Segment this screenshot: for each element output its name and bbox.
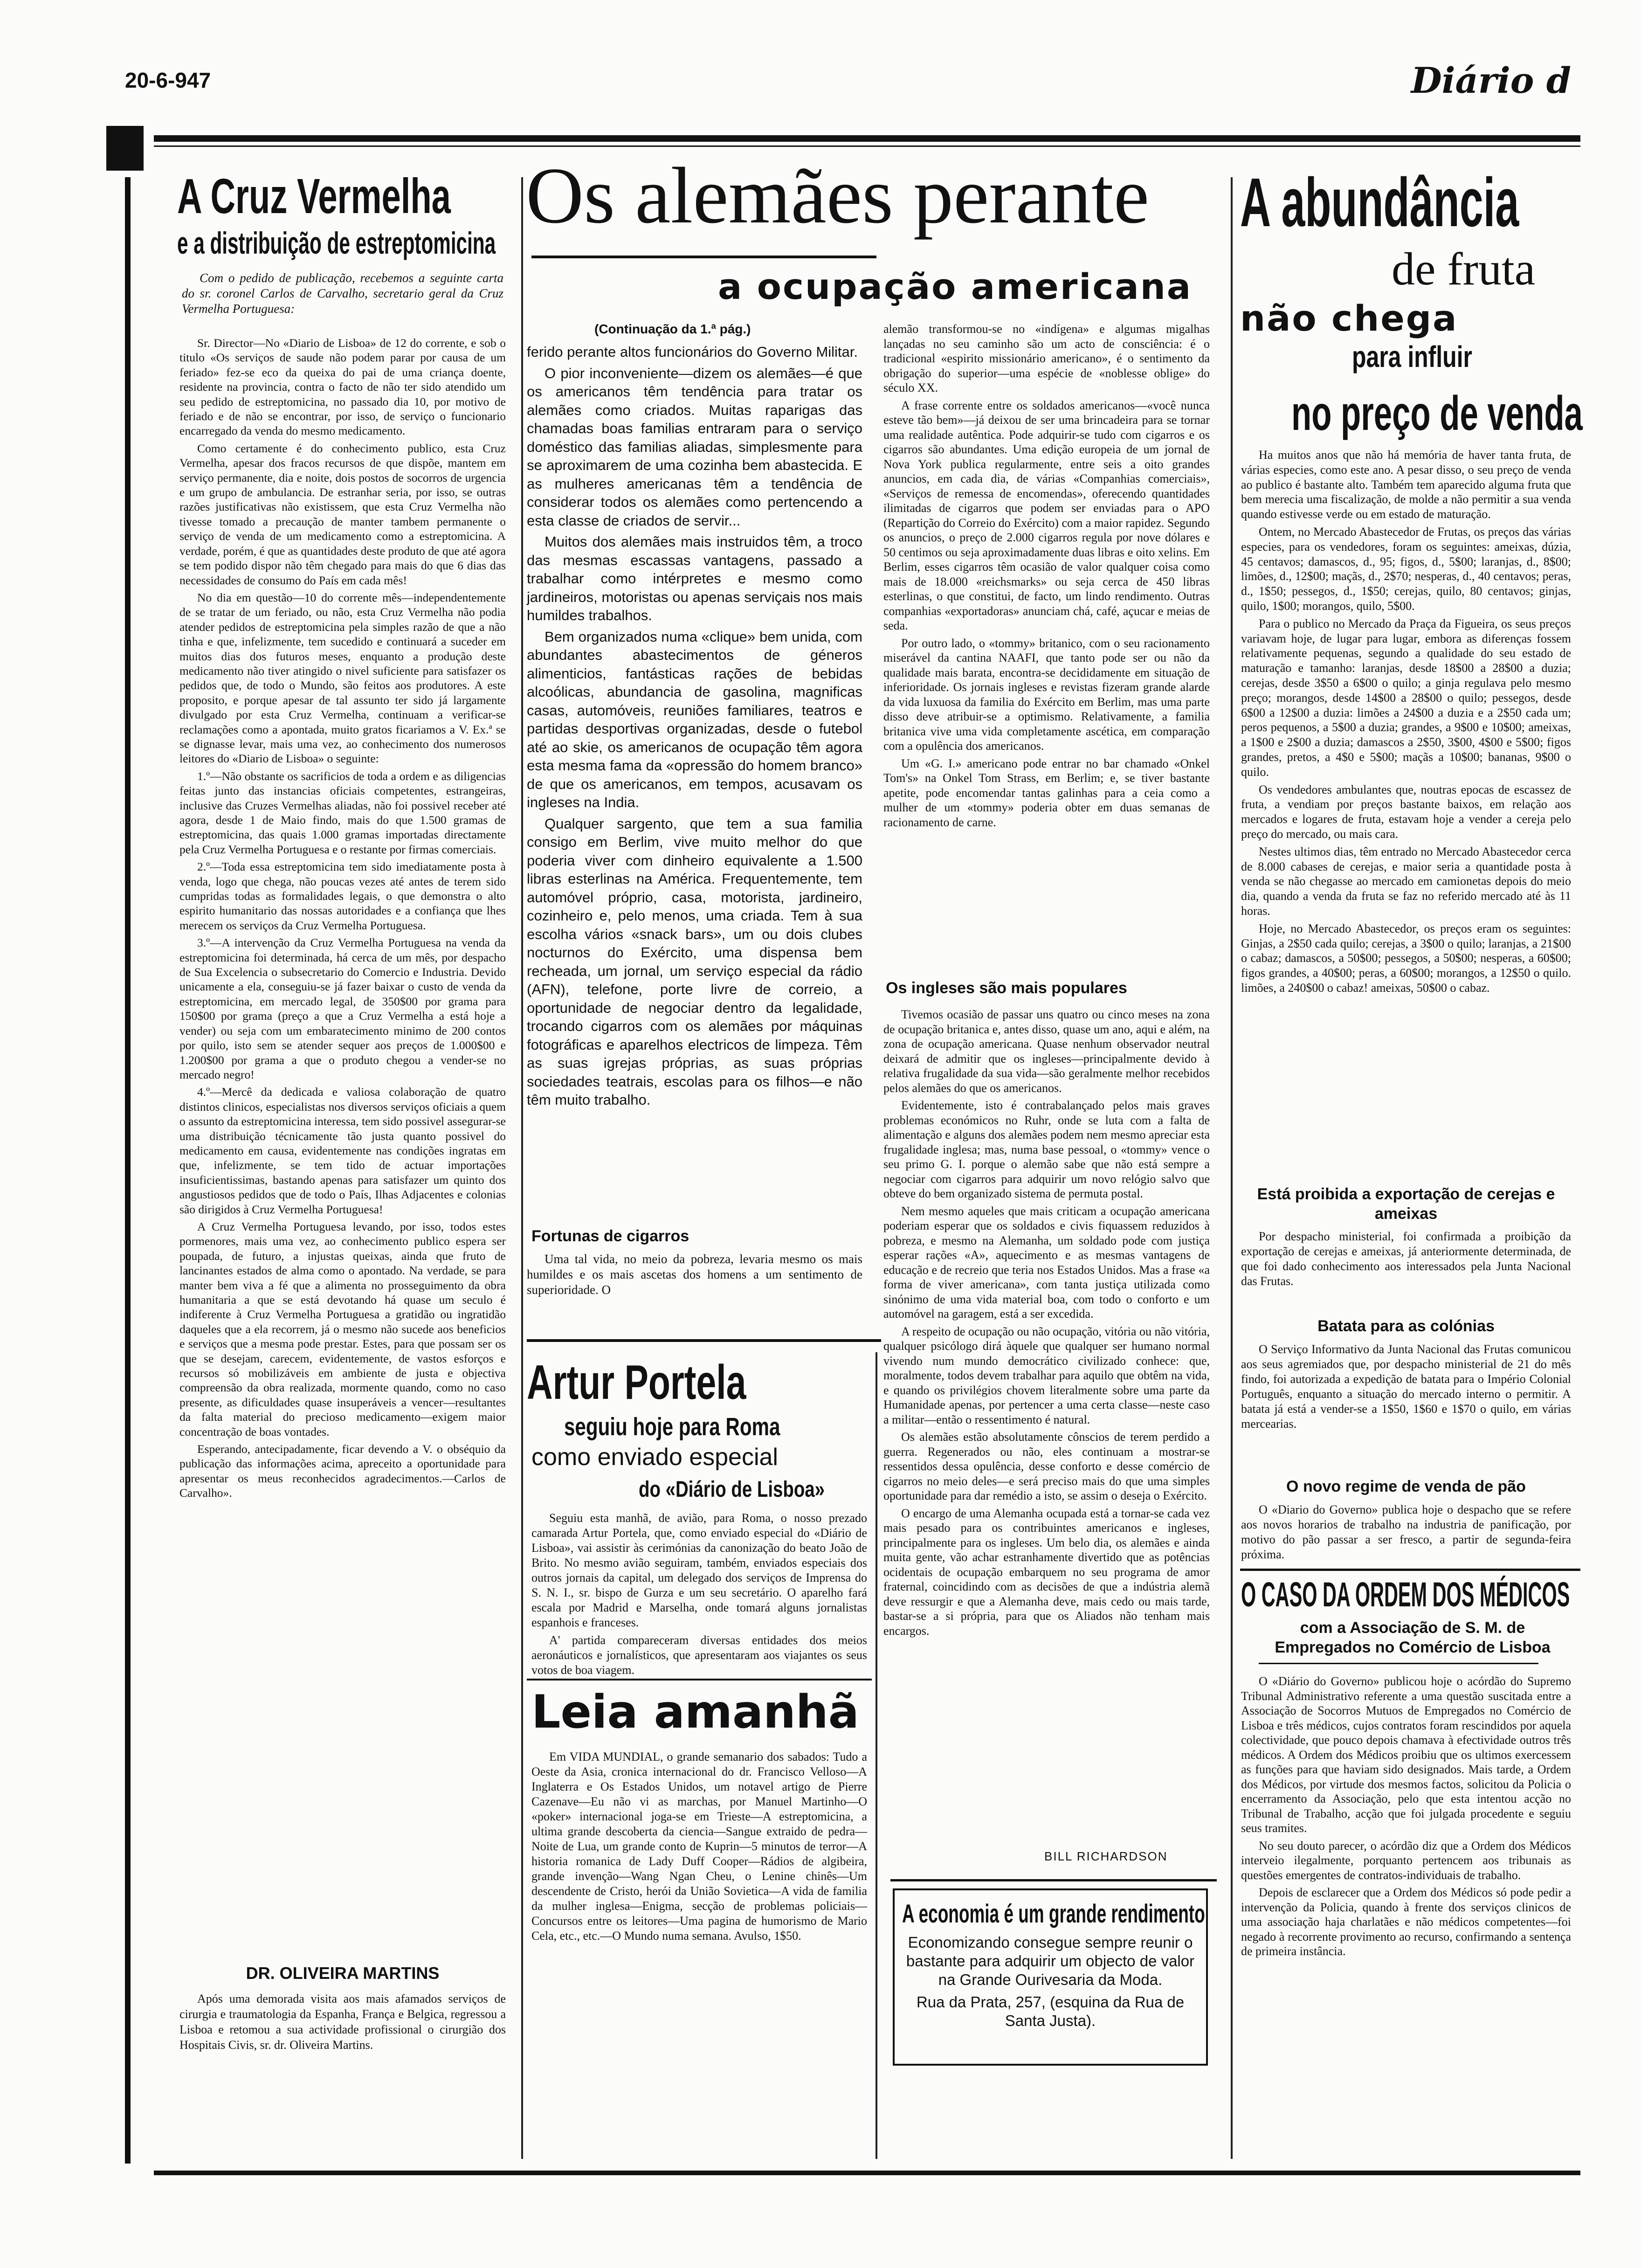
batata-text: [1241, 1342, 1571, 1434]
paragraph: Nestes ultimos dias, têm entrado no Mercado Abastecedor cerca de 8.000 cabases de cerejas, e maior seria a quantidade posta à venda se não chegasse ao mercado em camionetas depois do meio dia, quando a venda da fruta se faz no referido mercado até às 11 horas.: [1241, 844, 1571, 918]
paragraph: ferido perante altos funcionários do Governo Militar.: [527, 344, 858, 360]
right-title-4: para influir: [1352, 340, 1472, 373]
paragraph: Muitos dos alemães mais instruidos têm, a troco das mesmas escassas vantagens, passado a trabalhar como intérpretes e mesmo como jardineiros, motoristas ou apenas serviçais nos mais humildes trabalhos.: [527, 533, 862, 623]
batata-heading: Batata para as colónias: [1317, 1317, 1495, 1335]
paragraph: Ha muitos anos que não há memória de haver tanta fruta, de várias especies, como este ano. A pesar disso, o seu preço de venda ao publico é bastante alto. Também tem aparecido alguma fruta que bem merecia uma fiscalização, de molde a não permitir a sua venda quando estivesse verde ou em estado de maturação.: [1241, 448, 1571, 521]
left-title: A Cruz Vermelha: [177, 169, 451, 224]
column-rule: [876, 1352, 877, 2159]
top-rule: [154, 135, 1580, 142]
paragraph: Evidentemente, isto é contrabalançado pelos mais graves problemas económicos no Ruhr, onde se luta com a falta de alimentação e alguns dos alemães podem nem mesmo apreciar esta frugalidade inglesa; mas, numa base pessoal, o «tommy» vence o seu primo G. I. porque o alemão sabe que não está sempre a negociar com cigarros para adquirir um novo relógio salvo que obteve do bem organizado sistema de permuta postal.: [883, 1099, 1210, 1200]
bottom-rule: [154, 2171, 1580, 2175]
ordem-medicos-subtitle: com a Associação de S. M. de Empregados no Comércio de Lisboa: [1275, 1619, 1551, 1656]
column-rule: [521, 177, 523, 2159]
paragraph: alemão transformou-se no «indígena» e algumas migalhas lançadas no seu caminho são um acto de consciência: é o tradicional «espirito missionário americano», é o sentimento da obrigação do superior—uma espécie de «noblesse oblige» do século XX.: [883, 322, 1210, 394]
pao-heading: O novo regime de venda de pão: [1286, 1478, 1526, 1495]
paragraph: 3.º—A intervenção da Cruz Vermelha Portuguesa na venda da estreptomicina foi determinada, há cerca de um mês, por despacho de Sua Excelencia o subsecretario do Comercio e Industria. Devido unicamente a ela, conseguiu-se já fazer baixar o custo de venda da estreptomicina, em mercado legal, de 350$00 por grama para 150$00 por grama (preço a que a Cruz Vermelha a está hoje a vender) ou seja com um embaratecimento minimo de 200 contos por quilo, isto sem se atender sequer aos preços de 1.000$00 e 1.200$00 por grama a que o produto chegou a vender-se no mercado negro!: [179, 936, 506, 1081]
paragraph: Sr. Director—No «Diario de Lisboa» de 12 do corrente, e sob o titulo «Os serviços de saude não podem parar por causa de um feriado» fez-se eco da queixa do pai de uma criança doente, residente na provincia, contra o facto de não ter sido atendido um seu pedido de estreptomicina, no passado dia 10, por motivo de feriado e de não se encontrar, por isso, de serviço o funcionario encarregado da venda do mesmo medicamento.: [179, 336, 506, 438]
center-headline: Os alemães perante: [526, 152, 1150, 240]
paragraph: 4.º—Mercê da dedicada e valiosa colaboração de quatro distintos clinicos, especialistas nos diversos serviços oficiais a quem o assunto da estreptomicina interessa, tem sido possivel assegurar-se uma distribuição técnicamente tão justa quanto possivel do medicamento em causa, evidentemente nas condições ingratas em que, infelizmente, se tem tido de actuar importações insuficientissimas, bastando apenas para satisfazer um quinto dos angustiosos pedidos que de todo o País, Ilhas Adjacentes e colonias são dirigidos à Cruz Vermelha Portuguesa!: [179, 1085, 506, 1216]
ordem-medicos-body: [1241, 1674, 1571, 1962]
paragraph: Ontem, no Mercado Abastecedor de Frutas, os preços das várias especies, para os vendedores, foram os seguintes: ameixas, dúzia, 45 centavos; damascos, d., 95; figos, d., 5$00; laranjas, d., 8$00; limões, d., 12$00; maçãs, d., 2$70; nesperas, d., 40 centavos; peras, d., 1$50; pessegos, d., 1$50; cerejas, quilo, 80 centavos; ginjas, quilo, 1$00; morangos, quilo, 5$00.: [1241, 525, 1571, 613]
paragraph: Por despacho ministerial, foi confirmada a proibição da exportação de cerejas e ameixas, já anteriormente determinada, de que foi dado conhecimento aos interessados pela Junta Nacional das Frutas.: [1241, 1230, 1571, 1288]
paragraph: No seu douto parecer, o acórdão diz que a Ordem dos Médicos interveio ilegalmente, porquanto pertencem aos tribunais as questões emergentes de contratos-individuais de trabalho.: [1241, 1839, 1571, 1882]
center-col2-body: [883, 322, 1210, 832]
artur-portela-sub2: como enviado especial: [531, 1444, 778, 1471]
paragraph: Após uma demorada visita aos mais afamados serviços de cirurgia e traumatologia da Espanha, França e Belgica, regressou a Lisboa e retomou a sua actividade profissional o cirurgião dos Hospitais Civis, sr. dr. Oliveira Martins.: [179, 1992, 506, 2052]
headline-rule: [531, 256, 876, 258]
oliveira-martins-heading: DR. OLIVEIRA MARTINS: [246, 1964, 440, 1983]
paragraph: O encargo de uma Alemanha ocupada está a tornar-se cada vez mais pesado para os contribuintes americanos e ingleses, principalmente para os ingleses. Um belo dia, os alemães e ainda muita gente, vão achar estranhamente divertido que as potências ocidentais de ocupação embarquem no seu programa de amor fraternal, coincidindo com as decisões de que a indústria alemã deve ressurgir e que a Alemanha deve, mais cedo ou mais tarde, bastar-se a si própria, para que os Aliados não tenham mais encargos.: [883, 1506, 1210, 1638]
paragraph: No dia em questão—10 do corrente mês—independentemente de se tratar de um feriado, ou não, esta Cruz Vermelha não podia atender pedidos de estreptomicina pela simples razão de que a não tinha e que, infelizmente, tem sucedido e continuará a suceder em muitos dias dos futuros meses, enquanto a produção deste medicamento não tiver atingido o nivel suficiente para satisfazer os pedidos que, de todo o Mundo, são feitos aos produtores. A este proposito, e porque apesar de tal assunto ter sido já largamente divulgado por esta Cruz Vermelha, continuam a verificar-se reclamações como a apontada, muito gratos ficariamos a V. Ex.ª se se dignasse levar, mais uma vez, ao conhecimento dos numerosos leitores do «Diario de Lisboa» o seguinte:: [179, 590, 506, 766]
section-rule: [527, 1679, 872, 1680]
paragraph: Depois de esclarecer que a Ordem dos Médicos só pode pedir a intervenção da Policia, quando à frente dos serviços clinicos de uma associação haja charlatães e não médicos competentes—foi negado à recorrente provimento ao recurso, confirmando a sentença de primeira instância.: [1241, 1886, 1571, 1958]
artur-portela-text: [531, 1511, 867, 1680]
ingleses-heading: Os ingleses são mais populares: [886, 979, 1127, 997]
left-margin-bar: [125, 177, 131, 2164]
corner-block: [106, 126, 144, 171]
paragraph: Seguiu esta manhã, de avião, para Roma, o nosso prezado camarada Artur Portela, que, como enviado especial do «Diário de Lisboa», vai assistir às cerimónias da canonização do beato João de Brito. No mesmo avião seguiram, também, enviados especiais dos outros jornais da capital, um delegado dos serviços de Imprensa do S. N. I., sr. bispo de Gurza e um seu secretário. O aparelho fará escala por Madrid e Marselha, onde tomará alguns jornalistas espanhois e franceses.: [531, 1511, 867, 1629]
paragraph: Um «G. I.» americano pode entrar no bar chamado «Onkel Tom's» na Onkel Tom Strass, em Berlim; e, se tiver bastante apetite, pode encomendar tantas galinhas para a ceia como a mulher de um «tommy» poderia obter em duas semanas de racionamento de carne.: [883, 756, 1210, 829]
right-title-5: no preço de venda: [1291, 387, 1583, 441]
paragraph: Qualquer sargento, que tem a sua familia consigo em Berlim, vive muito melhor do que poderia viver com dinheiro equivalente a 1.500 libras esterlinas na América. Frequentemente, tem automóvel próprio, casa, motorista, jardineiro, cozinheiro e, pelo menos, uma criada. Tem à sua escolha vários «snack bars», um ou dois clubes nocturnos do Exército, uma dispensa bem recheada, um jornal, um serviço especial da rádio (AFN), telefone, porte livre de correio, a oportunidade de negociar dentro da legalidade, trocando cigarros com os alemães por máquinas fotográficas e aparelhos electricos de limpeza. Têm as suas igrejas próprias, as suas próprias sociedades teatrais, escolas para os filhos—e não têm muito trabalho.: [527, 815, 862, 1108]
masthead: Diário d: [1411, 60, 1571, 101]
paragraph: Nem mesmo aqueles que mais criticam a ocupação americana poderiam esperar que os soldados e civis fiquassem reduzidos à pobreza, e mesmo na Alemanha, um soldado pode com justiça esperar rações «A», aquecimento e as mesmas vantagens de educação e de recreio que teria nos Estados Unidos. Mas a frase «a forma de viver americana», com tanta justiça utilizada como sinónimo de uma vida material boa, com todo o conforto e um automóvel na garagem, está a ser excedida.: [883, 1204, 1210, 1321]
continuation-note: (Continuação da 1.ª pág.): [594, 322, 751, 336]
ordem-medicos-title: O CASO DA ORDEM DOS MÉDICOS: [1241, 1575, 1570, 1614]
paragraph: Como certamente é do conhecimento publico, esta Cruz Vermelha, apesar dos fracos recursos de que dispõe, mantem em serviço permanente, dia e noite, dois postos de socorros de urgencia e um grupo de ambulancia. De estranhar seria, por isso, se outras razões justificativas não existissem, que esta Cruz Vermelha não tivesse tomado a precaução de manter tambem permanente o serviço de venda de um medicamento como a estreptomicina. A verdade, porém, é que as quantidades deste produto de que até agora se tem podido dispor não têm chegado para mais do que 6 dias das necessidades de consumo do País em cada mês!: [179, 441, 506, 587]
paragraph: Tivemos ocasião de passar uns quatro ou cinco meses na zona de ocupação britanica e, antes disso, quase um ano, aqui e além, na zona de ocupação americana. Quase nenhum observador neutral deixará de admitir que os ingleses—principalmente devido à relativa frugalidade da sua vida—são geralmente melhor recebidos pelos alemães do que os americanos.: [883, 1008, 1210, 1095]
top-rule-thin: [154, 145, 1580, 147]
center-col3-body: [883, 1007, 1210, 1641]
paragraph: Para o publico no Mercado da Praça da Figueira, os seus preços variavam hoje, de lugar para lugar, embora as diferenças fossem relativamente pequenas, segundo a qualidade do seu estado de maturação e tamanho: laranjas, desde 18$00 a 28$00 a duzia; cerejas, desde 3$50 a 6$00 o quilo; a ginja regulava pelo mesmo preço; morangos, desde 14$00 a 28$00 o quilo; pessegos, desde 6$00 a 12$00 a duzia: limões a 24$00 a duzia e a 2$50 cada um; peros pequenos, a 5$00 a duzia; grandes, a 9$00 e 10$00; ameixas, a 1$00 e 2$00 a duzia; damascos a 2$50, 3$00, 4$00 e 5$00; figos grandes, pretos, a 4$0 e 5$00; maçãs a 10$00; bananas, 9$00 o quilo.: [1241, 616, 1571, 779]
paragraph: O «Diario do Governo» publica hoje o despacho que se refere aos novos horarios de trabalho na industria de panificação, por motivo do pão passar a ser fresco, a partir de segunda-feira próxima.: [1241, 1503, 1571, 1561]
leia-amanha-text: [531, 1749, 867, 1946]
paragraph: A frase corrente entre os soldados americanos—«você nunca esteve tão bem»—já deixou de ser uma brincadeira para se tornar uma realidade autêntica. Pode adquirir-se tudo com cigarros e os cigarros são abundantes. Uma edição europeia de um jornal de Nova York publica regularmente, entre seis a oito grandes anuncios, em cada dia, de várias «Companhias comerciais», «Serviços de remessa de encomendas», oferecendo quantidades ilimitadas de cigarros que podem ser enviadas para o APO (Repartição do Correio do Exército) com a maior rapidez. Segundo os anuncios, o preço de 2.000 cigarros regula por nove dólares e 50 centimos ou seja aproximadamente duas libras e oito xelins. Em Berlim, esses cigarros têm ocasião de valor qualquer coisa como mais de 18.000 «reichsmarks» ou seja cerca de 450 libras esterlinas, o que constitui, de facto, um lindo rendimento. Outras companhias «exportadoras» anunciam chá, café, açucar e meias de seda.: [883, 398, 1210, 632]
paragraph: 1.º—Não obstante os sacrificios de toda a ordem e as diligencias feitas junto das instancias oficiais competentes, estrangeiras, inclusive das Cruzes Vermelhas aliadas, não foi possivel receber até agora, desde 1 de Maio findo, mais do que 1.500 gramas de estreptomicina, das quais 1.000 gramas importadas directamente pela Cruz Vermelha Portuguesa e o restante por firmas comerciais.: [179, 769, 506, 856]
section-rule: [527, 1339, 881, 1342]
paragraph: O «Diário do Governo» publicou hoje o acórdão do Supremo Tribunal Administrativo referente a uma questão suscitada entre a Associação de Socorros Mutuos de Empregados no Comércio de Lisboa e três médicos, cujos contratos foram rescindidos por aquela colectividade, que pouco depois chamava à efectividade outros três médicos. A Ordem dos Médicos proibiu que os ultimos exercessem as funções para que haviam sido designados. Mais tarde, a Ordem dos Médicos, por virtude dos mesmos factos, solicitou da Policia o encerramento da Associação, pelo que esta intentou acção no Tribunal de Trabalho, acção que foi julgada procedente e seguiu seus tramites.: [1241, 1674, 1571, 1835]
fortunas-heading: Fortunas de cigarros: [531, 1227, 689, 1245]
paragraph: Esperando, antecipadamente, ficar devendo a V. o obséquio da publicação das informações acima, apreceito a oportunidade para apresentar os meus reconhecidos agradecimentos.—Carlos de Carvalho».: [179, 1442, 506, 1500]
artur-portela-title: Artur Portela: [527, 1355, 746, 1410]
ad-title: A economia é um grande rendimento: [902, 1899, 1205, 1928]
left-article-body: [179, 336, 506, 1503]
center-subheadline: a ocupação americana: [718, 266, 1193, 307]
leia-amanha-title: Leia amanhã: [531, 1686, 859, 1739]
right-article-body: [1241, 448, 1571, 998]
column-rule: [1231, 177, 1233, 2159]
section-rule: [1259, 1663, 1538, 1664]
ad-address: Rua da Prata, 257, (esquina da Rua de Santa Justa).: [916, 1993, 1185, 2029]
cerejas-text: [1241, 1229, 1571, 1292]
section-rule: [890, 1879, 1217, 1881]
left-subtitle: e a distribuição de estreptomicina: [177, 226, 496, 260]
pao-text: [1241, 1502, 1571, 1565]
right-title-1: A abundância: [1240, 164, 1519, 241]
byline: BILL RICHARDSON: [1044, 1849, 1168, 1863]
section-rule: [1240, 1569, 1580, 1571]
right-title-3: não chega: [1240, 297, 1458, 339]
artur-portela-sub3: do «Diário de Lisboa»: [639, 1477, 825, 1502]
ad-text: Economizando consegue sempre reunir o bastante para adquirir um objecto de valor na Grande Ourivesaria da Moda.: [906, 1934, 1195, 1988]
paragraph: Os alemães estão absolutamente cônscios de terem perdido a guerra. Regenerados ou não, eles continuam a mostrar-se ressentidos dessa opulência, desse conforto e desse comércio de cigarros no meio deles—e será preciso mais do que uma simples oportunidade para dar remédio a isto, se assim o deseja o Exército.: [883, 1430, 1210, 1502]
issue-date: 20-6-947: [125, 68, 211, 92]
right-title-2: de fruta: [1392, 243, 1536, 295]
cerejas-heading: Está proibida a exportação de cerejas e ameixas: [1257, 1185, 1555, 1223]
artur-portela-sub1: seguiu hoje para Roma: [564, 1413, 780, 1441]
paragraph: Os vendedores ambulantes que, noutras epocas de escassez de fruta, a vendiam por preços bastante baixos, em relação aos mercados e logares de fruta, estavam hoje a vender a cereja pelo preço do mercado, ou mais cara.: [1241, 782, 1571, 841]
oliveira-martins-text: [179, 1991, 506, 2055]
paragraph: O pior inconveniente—dizem os alemães—é que os americanos têm tendência para tratar os alemães como criados. Muitas raparigas das chamadas boas familias entraram para o serviço doméstico das familias aliadas, simplesmente para se aproximarem de uma cozinha bem abastecida. E as mulheres americanas têm a tendência de considerar todos os alemães como pertencendo a esta classe de criados de servir...: [527, 365, 862, 529]
center-col1-body: [527, 343, 862, 1112]
paragraph: 2.º—Toda essa estreptomicina tem sido imediatamente posta à venda, logo que chega, não poucas vezes até antes de terem sido cumpridas todas as formalidades legais, o que demonstra o alto espirito humanitario das nossas autoridades e a confiança que lhes merecem os serviços da Cruz Vermelha Portuguesa.: [179, 860, 506, 932]
paragraph: Em VIDA MUNDIAL, o grande semanario dos sabados: Tudo a Oeste da Asia, cronica internacional do dr. Francisco Velloso—A Inglaterra e Os Estados Unidos, um notavel artigo de Pierre Cazenave—Eu não vi as marchas, por Manuel Martinho—O «poker» internacional joga-se em Trieste—A estreptomicina, a ultima grande descoberta da ciencia—Sangue extraido de pedra—Noite de Lua, um grande conto de Kuprin—5 minutos de terror—A historia romanica de Lady Duff Cooper—Rádios de algibeira, grande invenção—Wang Ngan Cheu, o Lenine chinês—Um descendente de Cristo, herói da União Sovietica—A vida de familia da mulher inglesa—Enigma, secção de problemas policiais—Concursos entre os leitores—Uma pagina de humorismo de Mario Cela, etc., etc.—O Mundo numa semana. Avulso, 1$50.: [531, 1750, 867, 1943]
paragraph: A' partida compareceram diversas entidades dos meios aeronáuticos e jornalísticos, que apresentaram aos viajantes os seus votos de boa viagem.: [531, 1633, 867, 1677]
paragraph: A respeito de ocupação ou não ocupação, vitória ou não vitória, qualquer psicólogo dirá àquele que qualquer ser humano normal vivendo num mundo democrático civilizado conhece: que, moralmente, todos devem trabalhar para aquilo que obtêm na vida, e quando os privilégios chovem literalmente sobre uma parte da Humanidade apenas, por pertencer a uma certa classe—neste caso a militar—então o ressentimento é natural.: [883, 1324, 1210, 1426]
paragraph: Por outro lado, o «tommy» britanico, com o seu racionamento miserável da cantina NAAFI, que tanto pode ser ou não da qualidade mais barata, encontra-se decididamente em situação de inferioridade. Os jornais ingleses e revistas fizeram grande alarde da vida luxuosa da familia do Exército em Berlim, mas uma parte disso deve atribuir-se a optimismo. Relativamente, a familia britanica vive uma vida completamente ascética, em comparação com a opulência dos americanos.: [883, 636, 1210, 753]
advertisement-box: [893, 1888, 1208, 2066]
left-intro: Com o pedido de publicação, recebemos a seguinte carta do sr. coronel Carlos de Carvalho, secretario geral da Cruz Vermelha Portuguesa:: [182, 271, 503, 316]
paragraph: A Cruz Vermelha Portuguesa levando, por isso, todos estes pormenores, mais uma vez, ao conhecimento publico espera ser poupada, de futuro, a injustas queixas, ainda que fruto de lancinantes estados de alma como o apontado. Na verdade, se para manter bem viva a fé que a alimenta no prosseguimento da obra humanitaria a que se está devotando há quase um seculo é indiferente à Cruz Vermelha Portuguesa a gratidão ou ingratidão daqueles que a ela recorrem, já o mesmo não sucede aos beneficios e serviços que a mesma pode prestar. Estes, para que possam ser os que se desejam, carecem, evidentemente, de vastos esforços e recursos só mobilizáveis em ambiente de justa e objectiva compreensão da obra realizada, mormente quando, como no caso presente, as dificuldades quase insuperáveis a vencer—resultantes da falta material do precioso medicamento—exigem maior concentração de boas vontades.: [179, 1219, 506, 1438]
paragraph: Uma tal vida, no meio da pobreza, levaria mesmo os mais humildes e os mais ascetas dos homens a um sentimento de superioridade. O: [527, 1252, 862, 1297]
paragraph: Bem organizados numa «clique» bem unida, com abundantes abastecimentos de géneros alimenticios, fantásticas rações de bebidas alcoólicas, abundancia de gasolina, magnificas casas, automóveis, reuniões familiares, teatros e partidas desportivas organizadas, desde o futebol até ao skie, os americanos de ocupação têm agora esta mesma fama da «opressão do homem branco» de que os americanos, em tempos, acusavam os ingleses na India.: [527, 628, 862, 810]
paragraph: O Serviço Informativo da Junta Nacional das Frutas comunicou aos seus agremiados que, por despacho ministerial de 21 do mês findo, foi autorizada a expedição de batata para o Império Colonial Português, enquanto a situação do mercado interno o permitir. A batata já está a vender-se a 1$50, 1$60 e 1$70 o quilo, em várias mercearias.: [1241, 1342, 1571, 1431]
fortunas-text: [527, 1252, 862, 1300]
paragraph: Hoje, no Mercado Abastecedor, os preços eram os seguintes: Ginjas, a 2$50 cada quilo; cerejas, a 3$00 o quilo; laranjas, a 21$00 o cabaz; damascos, a 50$00; pessegos, a 50$00; nesperas, a 60$00; figos grandes, a 40$00; peras, a 60$00; morangos, a 12$50 o quilo. limões, a 240$00 o cabaz! ameixas, 50$00 o cabaz.: [1241, 921, 1571, 995]
